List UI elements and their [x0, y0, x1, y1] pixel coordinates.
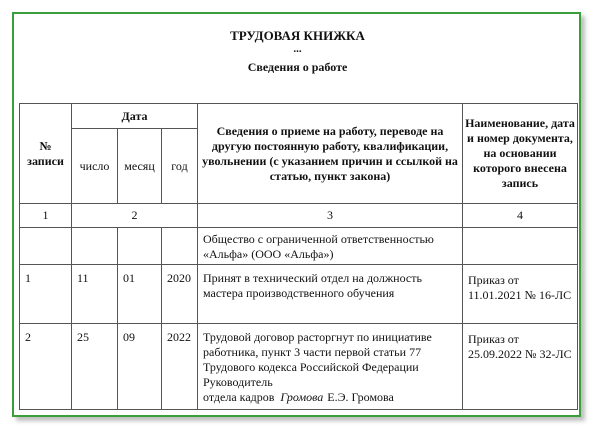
header-day: число [72, 129, 118, 204]
document-subtitle: Сведения о работе [247, 60, 348, 74]
record-day: 25 [72, 324, 118, 410]
title-ellipsis: ... [293, 43, 302, 55]
record-document: Приказ от 25.09.2022 № 32-ЛС [463, 324, 578, 410]
table-row [20, 265, 578, 324]
org-row-no [20, 228, 72, 265]
record-document: Приказ от 11.01.2021 № 16-ЛС [463, 265, 578, 324]
record-month: 01 [118, 265, 162, 324]
signature-position-line2: отдела кадров [203, 390, 275, 404]
record-no: 1 [20, 265, 72, 324]
record-info-cell [198, 324, 463, 410]
record-month: 09 [118, 324, 162, 410]
org-row-document [463, 228, 578, 265]
record-no: 2 [20, 324, 72, 410]
signature-line [203, 390, 458, 405]
signature-position-line1: Руководитель [203, 375, 273, 389]
org-row-day [72, 228, 118, 265]
record-info: Принят в технический отдел на должность мастера производственного обучения [198, 265, 463, 324]
record-year: 2022 [162, 324, 198, 410]
header-date: Дата [72, 104, 198, 129]
header-month: месяц [118, 129, 162, 204]
organization-row [20, 228, 578, 265]
record-day: 11 [72, 265, 118, 324]
col-number-3: 3 [198, 204, 463, 228]
table-row [20, 324, 578, 410]
record-info: Трудовой договор расторгнут по инициативе работника, пункт 3 части первой статьи 77 Трудового кодекса Российской Федерации [203, 330, 432, 374]
header-record-no: № записи [20, 104, 72, 204]
header-document: Наименование, дата и номер документа, на основании которого внесена запись [463, 104, 578, 204]
col-number-4: 4 [463, 204, 578, 228]
org-row-year [162, 228, 198, 265]
col-number-1: 1 [20, 204, 72, 228]
employment-records-table [19, 103, 578, 410]
record-year: 2020 [162, 265, 198, 324]
handwritten-signature: Громова [280, 390, 324, 404]
signer-name: Е.Э. Громова [327, 390, 394, 404]
col-number-2: 2 [72, 204, 198, 228]
header-year: год [162, 129, 198, 204]
org-row-month [118, 228, 162, 265]
document-title: ТРУДОВАЯ КНИЖКА [230, 28, 365, 43]
organization-name: Общество с ограниченной ответственностью «Альфа» (ООО «Альфа») [198, 228, 463, 265]
header-info: Сведения о приеме на работу, переводе на другую постоянную работу, квалификации, увольнении (с указанием причин и ссылкой на статью, пункт закона) [198, 104, 463, 204]
